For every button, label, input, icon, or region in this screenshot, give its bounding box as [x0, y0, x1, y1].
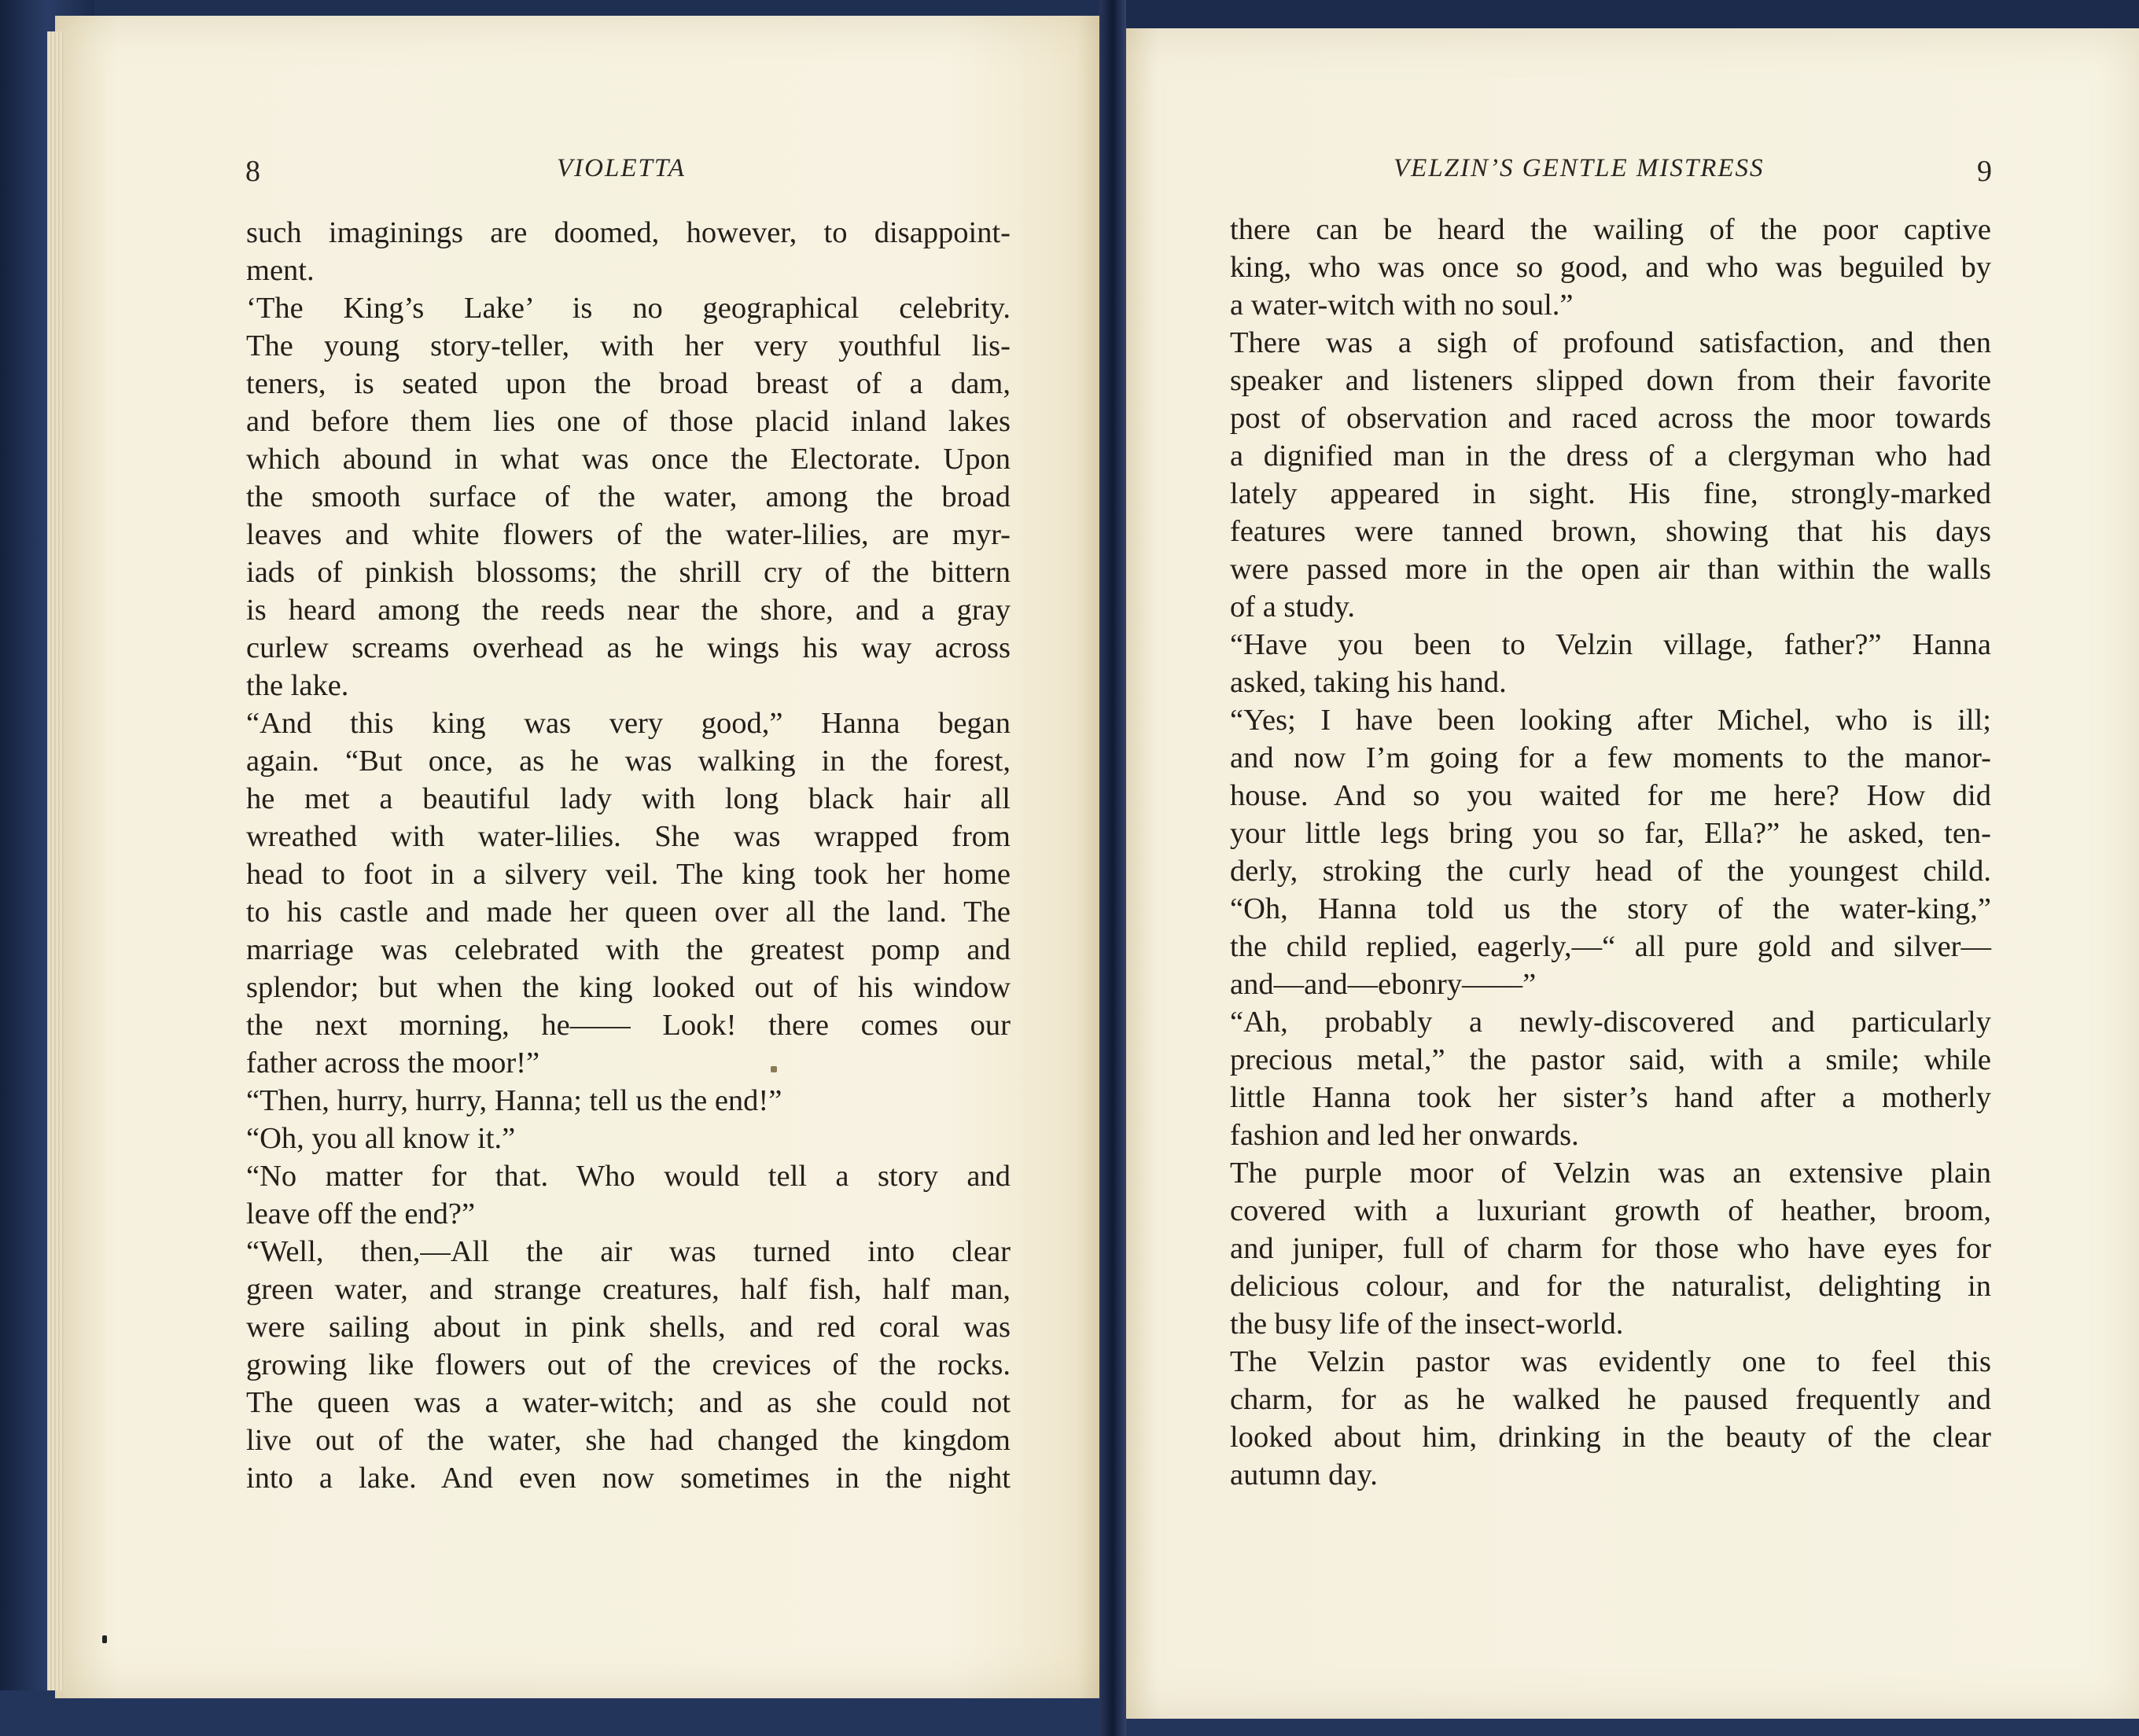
- text-line: the next morning, he—— Look! there comes our: [246, 1009, 1011, 1042]
- right-page-number: 9: [1977, 155, 1992, 188]
- text-line: house. And so you waited for me here? How did: [1230, 779, 1991, 812]
- text-line: speaker and listeners slipped down from their favorite: [1230, 364, 1991, 397]
- text-line: live out of the water, she had changed the kingdom: [246, 1424, 1011, 1457]
- text-line: There was a sigh of profound satisfaction, and then: [1230, 326, 1991, 359]
- text-line: into a lake. And even now sometimes in the night: [246, 1462, 1011, 1495]
- text-line: The purple moor of Velzin was an extensive plain: [1230, 1157, 1991, 1190]
- paper-blemish: [102, 1635, 107, 1643]
- text-line: your little legs bring you so far, Ella?” he asked, ten-: [1230, 817, 1991, 850]
- text-line: ‘The King’s Lake’ is no geographical celebrity.: [246, 292, 1011, 325]
- book-cover-top: [1117, 0, 2139, 31]
- text-line: curlew screams overhead as he wings his way across: [246, 631, 1011, 664]
- text-line: wreathed with water-lilies. She was wrapped from: [246, 820, 1011, 853]
- right-running-head: VELZIN’S GENTLE MISTRESS: [1393, 154, 1765, 182]
- text-line: and now I’m going for a few moments to the manor-: [1230, 741, 1991, 774]
- text-line: which abound in what was once the Electorate. Upon: [246, 443, 1011, 476]
- text-line: The young story-teller, with her very youthful lis-: [246, 329, 1011, 362]
- book-gutter: [1099, 0, 1126, 1736]
- text-line: and juniper, full of charm for those who have eyes for: [1230, 1232, 1991, 1265]
- text-line: precious metal,” the pastor said, with a smile; while: [1230, 1043, 1991, 1076]
- text-line: leave off the end?”: [246, 1197, 476, 1230]
- text-line: iads of pinkish blossoms; the shrill cry of the bittern: [246, 556, 1011, 589]
- text-line: of a study.: [1230, 590, 1355, 623]
- text-line: post of observation and raced across the moor towards: [1230, 402, 1991, 435]
- text-line: “No matter for that. Who would tell a story and: [246, 1160, 1011, 1193]
- text-line: fashion and led her onwards.: [1230, 1119, 1579, 1152]
- text-line: head to foot in a silvery veil. The king took her home: [246, 858, 1011, 891]
- text-line: little Hanna took her sister’s hand after a motherly: [1230, 1081, 1991, 1114]
- text-line: looked about him, drinking in the beauty of the clear: [1230, 1421, 1991, 1454]
- text-line: teners, is seated upon the broad breast of a dam,: [246, 367, 1011, 400]
- text-line: ment.: [246, 254, 315, 287]
- text-line: “Ah, probably a newly-discovered and particularly: [1230, 1006, 1991, 1039]
- text-line: leaves and white flowers of the water-lilies, are myr-: [246, 518, 1011, 551]
- right-page-text: [1230, 211, 1991, 1494]
- text-line: covered with a luxuriant growth of heather, broom,: [1230, 1194, 1991, 1227]
- text-line: such imaginings are doomed, however, to disappoint-: [246, 216, 1011, 249]
- left-page-number: 8: [245, 155, 260, 188]
- text-line: king, who was once so good, and who was beguiled by: [1230, 251, 1991, 284]
- text-line: were passed more in the open air than within the walls: [1230, 553, 1991, 586]
- text-line: a dignified man in the dress of a clergyman who had: [1230, 440, 1991, 473]
- paper-blemish: [771, 1066, 777, 1072]
- text-line: autumn day.: [1230, 1458, 1378, 1491]
- text-line: derly, stroking the curly head of the youngest child.: [1230, 855, 1991, 888]
- text-line: features were tanned brown, showing that his days: [1230, 515, 1991, 548]
- text-line: charm, for as he walked he paused frequently and: [1230, 1383, 1991, 1416]
- text-line: “Then, hurry, hurry, Hanna; tell us the end!”: [246, 1084, 782, 1117]
- text-line: splendor; but when the king looked out of his window: [246, 971, 1011, 1004]
- text-line: the busy life of the insect-world.: [1230, 1308, 1624, 1341]
- text-line: is heard among the reeds near the shore, and a gray: [246, 594, 1011, 627]
- text-line: the child replied, eagerly,—“ all pure gold and silver—: [1230, 930, 1991, 963]
- text-line: The queen was a water-witch; and as she could not: [246, 1386, 1011, 1419]
- text-line: “Well, then,—All the air was turned into clear: [246, 1235, 1011, 1268]
- text-line: “Oh, Hanna told us the story of the water-king,”: [1230, 892, 1991, 925]
- text-line: and—and—ebonry——”: [1230, 968, 1537, 1001]
- text-line: “And this king was very good,” Hanna began: [246, 707, 1011, 740]
- text-line: green water, and strange creatures, half fish, half man,: [246, 1273, 1011, 1306]
- text-line: marriage was celebrated with the greatest pomp and: [246, 933, 1011, 966]
- text-line: to his castle and made her queen over all the land. The: [246, 896, 1011, 929]
- text-line: and before them lies one of those placid inland lakes: [246, 405, 1011, 438]
- text-line: the lake.: [246, 669, 349, 702]
- text-line: the smooth surface of the water, among the broad: [246, 480, 1011, 513]
- text-line: lately appeared in sight. His fine, strongly-marked: [1230, 477, 1991, 510]
- page-edges: [47, 31, 64, 1690]
- text-line: again. “But once, as he was walking in the forest,: [246, 745, 1011, 778]
- left-running-head: VIOLETTA: [557, 154, 686, 182]
- text-line: growing like flowers out of the crevices of the rocks.: [246, 1348, 1011, 1381]
- text-line: a water-witch with no soul.”: [1230, 289, 1574, 322]
- text-line: “Have you been to Velzin village, father?” Hanna: [1230, 628, 1991, 661]
- left-page-text: [246, 214, 1011, 1497]
- text-line: he met a beautiful lady with long black hair all: [246, 782, 1011, 815]
- text-line: The Velzin pastor was evidently one to feel this: [1230, 1345, 1991, 1378]
- text-line: there can be heard the wailing of the poor captive: [1230, 213, 1991, 246]
- text-line: “Yes; I have been looking after Michel, who is ill;: [1230, 704, 1991, 737]
- text-line: father across the moor!”: [246, 1046, 540, 1079]
- text-line: delicious colour, and for the naturalist, delighting in: [1230, 1270, 1991, 1303]
- text-line: were sailing about in pink shells, and red coral was: [246, 1311, 1011, 1344]
- text-line: “Oh, you all know it.”: [246, 1122, 516, 1155]
- text-line: asked, taking his hand.: [1230, 666, 1507, 699]
